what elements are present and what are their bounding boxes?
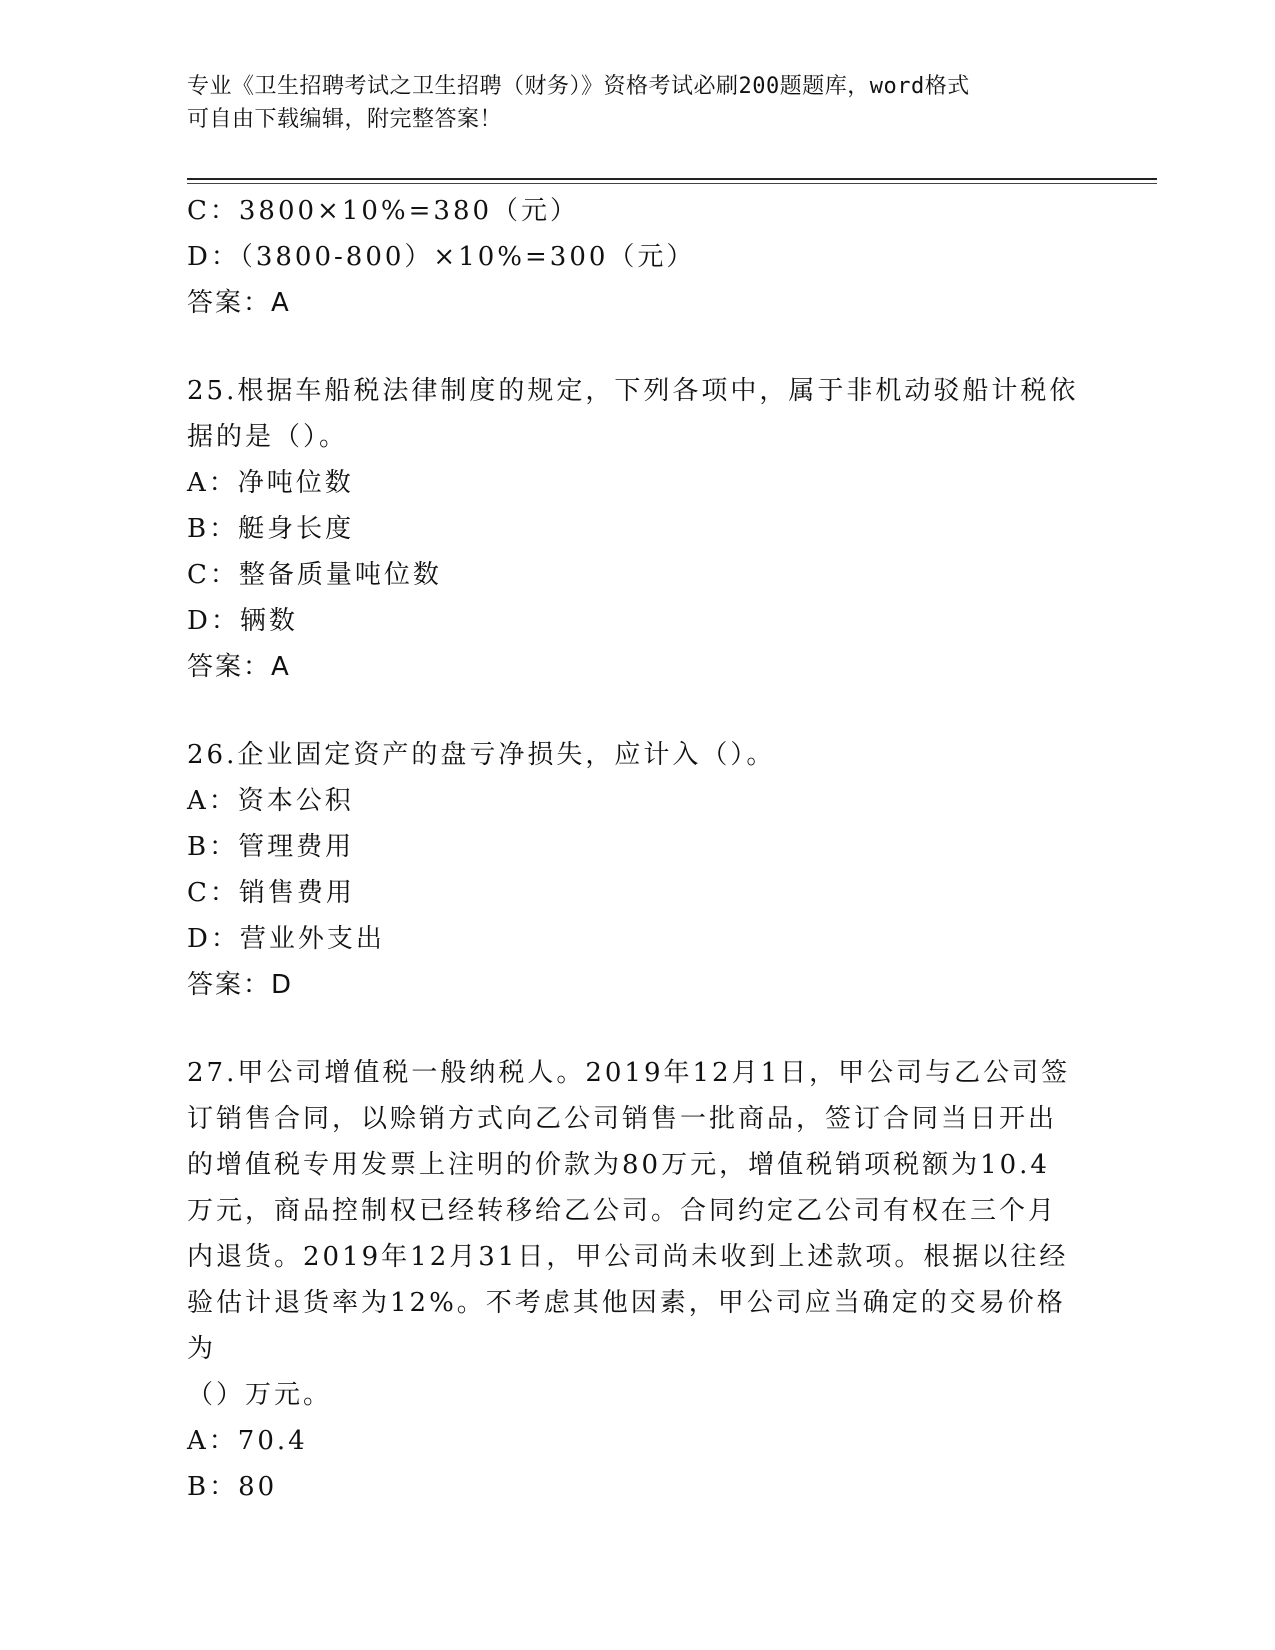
header-rule-thick xyxy=(187,178,1157,180)
question-27-stem-line-5: 内退货。2019年12月31日，甲公司尚未收到上述款项。根据以往经 xyxy=(187,1242,1069,1272)
question-26-option-a: A：资本公积 xyxy=(187,786,354,816)
question-26-stem-line-1: 26.企业固定资产的盘亏净损失，应计入（）。 xyxy=(187,740,776,770)
question-26 xyxy=(187,732,1087,1008)
spacer xyxy=(187,326,1087,368)
question-26-option-d: D：营业外支出 xyxy=(187,924,385,954)
question-27-option-a: A：70.4 xyxy=(187,1426,308,1456)
question-27-stem-line-6: 验估计退货率为12%。不考虑其他因素，甲公司应当确定的交易价格为 xyxy=(187,1288,1066,1364)
question-25-answer: 答案：A xyxy=(187,652,291,682)
question-26-option-c: C：销售费用 xyxy=(187,878,355,908)
document-header xyxy=(187,70,1087,136)
question-25-option-a: A：净吨位数 xyxy=(187,468,354,498)
spacer xyxy=(187,690,1087,732)
header-rule-thin xyxy=(187,183,1157,184)
question-26-answer: 答案：D xyxy=(187,970,294,1000)
header-title-line-1: 专业《卫生招聘考试之卫生招聘（财务）》资格考试必刷200题题库，word格式 xyxy=(187,74,970,99)
question-25-stem-line-2: 据的是（）。 xyxy=(187,422,349,452)
question-25-option-d: D：辆数 xyxy=(187,606,298,636)
question-26-option-b: B：管理费用 xyxy=(187,832,355,862)
prev-answer: 答案：A xyxy=(187,288,291,318)
question-27 xyxy=(187,1050,1087,1510)
question-25 xyxy=(187,368,1087,690)
question-27-stem-line-4: 万元，商品控制权已经转移给乙公司。合同约定乙公司有权在三个月 xyxy=(187,1196,1058,1226)
question-25-option-c: C：整备质量吨位数 xyxy=(187,560,442,590)
question-27-stem-line-1: 27.甲公司增值税一般纳税人。2019年12月1日，甲公司与乙公司签 xyxy=(187,1058,1071,1088)
question-27-stem-line-7: （）万元。 xyxy=(187,1380,333,1410)
question-25-stem-line-1: 25.根据车船税法律制度的规定，下列各项中，属于非机动驳船计税依 xyxy=(187,376,1079,406)
spacer xyxy=(187,1008,1087,1050)
document-body xyxy=(187,188,1087,1510)
question-27-option-b: B：80 xyxy=(187,1472,278,1502)
prev-option-d: D：（3800-800）×10%=300（元） xyxy=(187,242,696,272)
header-title-line-2: 可自由下载编辑，附完整答案！ xyxy=(187,107,503,132)
question-25-option-b: B：艇身长度 xyxy=(187,514,355,544)
question-27-stem-line-3: 的增值税专用发票上注明的价款为80万元，增值税销项税额为10.4 xyxy=(187,1150,1050,1180)
question-27-stem-line-2: 订销售合同，以赊销方式向乙公司销售一批商品，签订合同当日开出 xyxy=(187,1104,1058,1134)
prev-option-c: C：3800×10%=380（元） xyxy=(187,196,580,226)
